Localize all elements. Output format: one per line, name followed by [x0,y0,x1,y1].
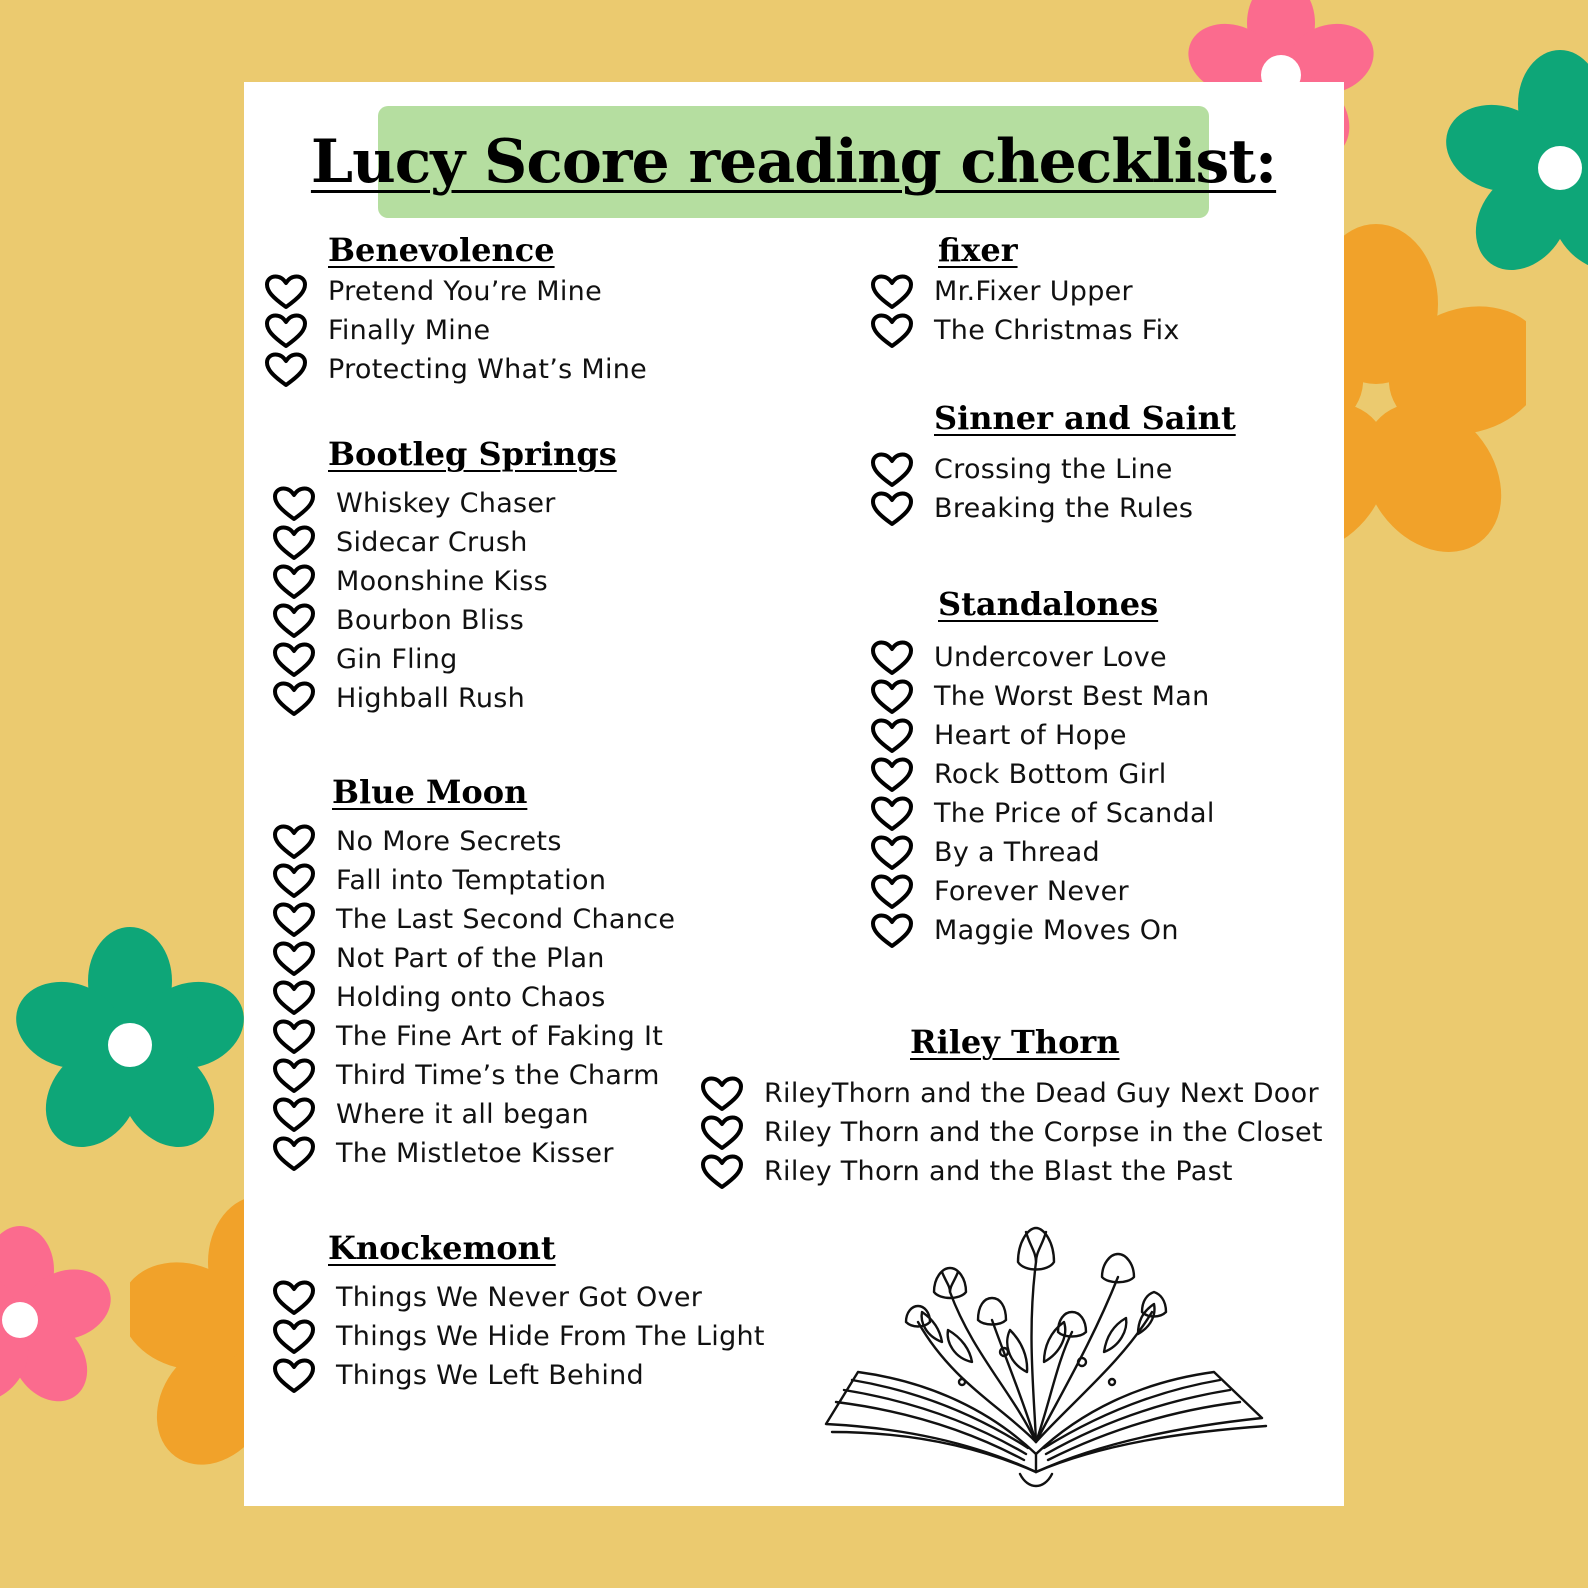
book-title: Fall into Temptation [336,865,607,896]
series-title: Standalones [938,585,1159,623]
book-title: Pretend You’re Mine [328,276,602,307]
book-title: Holding onto Chaos [336,982,606,1013]
checklist-item [272,1278,765,1317]
heart-checkbox-icon[interactable] [870,491,914,527]
book-title: Breaking the Rules [934,493,1194,524]
series-blue-moon [272,770,675,1173]
checklist-item [272,1056,675,1095]
checklist-item [700,1113,1323,1152]
heart-checkbox-icon[interactable] [272,564,316,600]
checklist-item [870,450,1236,489]
book-title: The Worst Best Man [934,681,1210,712]
book-list [870,450,1236,528]
checklist-item [870,638,1215,677]
checklist-item [870,755,1215,794]
book-title: Things We Never Got Over [336,1282,703,1313]
heart-checkbox-icon[interactable] [870,796,914,832]
checklist-sheet [244,82,1344,1506]
heart-checkbox-icon[interactable] [870,452,914,488]
book-title: Heart of Hope [934,720,1127,751]
heart-checkbox-icon[interactable] [870,874,914,910]
heart-checkbox-icon[interactable] [272,824,316,860]
checklist-item [264,311,647,350]
heart-checkbox-icon[interactable] [272,1019,316,1055]
heart-checkbox-icon[interactable] [272,1358,316,1394]
heart-checkbox-icon[interactable] [272,1319,316,1355]
heart-checkbox-icon[interactable] [700,1154,744,1190]
series-title: Benevolence [328,231,555,269]
checklist-item [264,350,647,389]
checklist-item [870,272,1180,311]
checklist-item [272,1356,765,1395]
checklist-item [272,484,617,523]
book-list [870,272,1180,350]
book-title: Riley Thorn and the Blast the Past [764,1156,1233,1187]
checklist-item [272,640,617,679]
book-title: The Fine Art of Faking It [336,1021,664,1052]
book-title: Maggie Moves On [934,915,1179,946]
heart-checkbox-icon[interactable] [870,679,914,715]
flower-icon [10,925,250,1165]
series-title: Blue Moon [332,773,528,811]
heart-checkbox-icon[interactable] [264,274,308,310]
checklist-item [700,1152,1323,1191]
checklist-item [272,523,617,562]
heart-checkbox-icon[interactable] [870,274,914,310]
series-title: fixer [938,231,1018,269]
heart-checkbox-icon[interactable] [870,718,914,754]
series-title: Knockemont [328,1229,556,1267]
checklist-item [272,939,675,978]
checklist-item [272,978,675,1017]
book-title: The Mistletoe Kisser [336,1138,614,1169]
heart-checkbox-icon[interactable] [272,603,316,639]
book-title: The Christmas Fix [934,315,1180,346]
book-title: Rock Bottom Girl [934,759,1167,790]
book-title: Moonshine Kiss [336,566,548,597]
series-sinner-and-saint [870,396,1236,528]
book-title: Undercover Love [934,642,1167,673]
book-title: Things We Hide From The Light [336,1321,765,1352]
checklist-item [272,562,617,601]
book-title: The Price of Scandal [934,798,1215,829]
book-title: RileyThorn and the Dead Guy Next Door [764,1078,1319,1109]
heart-checkbox-icon[interactable] [264,313,308,349]
book-list [700,1074,1323,1191]
heart-checkbox-icon[interactable] [272,1097,316,1133]
book-title: Sidecar Crush [336,527,528,558]
checklist-item [272,1017,675,1056]
title-highlight [310,106,1277,218]
book-title: Finally Mine [328,315,491,346]
checklist-item [870,677,1215,716]
checklist-item [870,833,1215,872]
book-title: Crossing the Line [934,454,1173,485]
series-benevolence [264,228,647,389]
checklist-item [870,716,1215,755]
heart-checkbox-icon[interactable] [272,1058,316,1094]
checklist-item [272,1095,675,1134]
checklist-item [272,1317,765,1356]
book-title: No More Secrets [336,826,562,857]
book-title: Not Part of the Plan [336,943,605,974]
heart-checkbox-icon[interactable] [272,642,316,678]
book-title: Bourbon Bliss [336,605,525,636]
heart-checkbox-icon[interactable] [272,941,316,977]
series-title: Riley Thorn [910,1023,1120,1061]
book-title: Forever Never [934,876,1129,907]
series-knockemont [272,1226,765,1395]
heart-checkbox-icon[interactable] [870,757,914,793]
heart-checkbox-icon[interactable] [272,902,316,938]
heart-checkbox-icon[interactable] [870,913,914,949]
heart-checkbox-icon[interactable] [700,1115,744,1151]
checklist-item [272,822,675,861]
book-title: Where it all began [336,1099,589,1130]
book-list [264,272,647,389]
series-title: Sinner and Saint [934,399,1236,437]
series-standalones [870,582,1215,950]
series-riley-thorn [700,1020,1323,1191]
checklist-item [870,489,1236,528]
series-fixer [870,228,1180,350]
checklist-item [272,679,617,718]
heart-checkbox-icon[interactable] [870,313,914,349]
heart-checkbox-icon[interactable] [272,681,316,717]
heart-checkbox-icon[interactable] [272,1280,316,1316]
book-title: By a Thread [934,837,1100,868]
book-title: Mr.Fixer Upper [934,276,1133,307]
checklist-item [870,911,1215,950]
checklist-item [870,794,1215,833]
heart-checkbox-icon[interactable] [272,486,316,522]
checklist-item [700,1074,1323,1113]
checklist-item [272,601,617,640]
book-title: Things We Left Behind [336,1360,644,1391]
heart-checkbox-icon[interactable] [700,1076,744,1112]
heart-checkbox-icon[interactable] [870,640,914,676]
book-list [870,638,1215,950]
book-title: Third Time’s the Charm [336,1060,660,1091]
book-list [272,484,617,718]
series-title: Bootleg Springs [328,435,617,473]
book-title: The Last Second Chance [336,904,676,935]
open-book-flowers-icon [822,1222,1272,1492]
checklist-item [272,861,675,900]
heart-checkbox-icon[interactable] [272,980,316,1016]
heart-checkbox-icon[interactable] [272,863,316,899]
checklist-item [272,900,675,939]
heart-checkbox-icon[interactable] [272,525,316,561]
checklist-item [272,1134,675,1173]
book-title: Whiskey Chaser [336,488,556,519]
series-bootleg-springs [272,432,617,718]
book-title: Riley Thorn and the Corpse in the Closet [764,1117,1323,1148]
heart-checkbox-icon[interactable] [870,835,914,871]
heart-checkbox-icon[interactable] [264,352,308,388]
book-list [272,822,675,1173]
page-title: Lucy Score reading checklist: [310,127,1277,197]
book-list [272,1278,765,1395]
book-title: Gin Fling [336,644,458,675]
book-title: Highball Rush [336,683,526,714]
checklist-item [870,311,1180,350]
flower-icon [0,1225,115,1415]
book-title: Protecting What’s Mine [328,354,648,385]
checklist-item [264,272,647,311]
heart-checkbox-icon[interactable] [272,1136,316,1172]
checklist-item [870,872,1215,911]
